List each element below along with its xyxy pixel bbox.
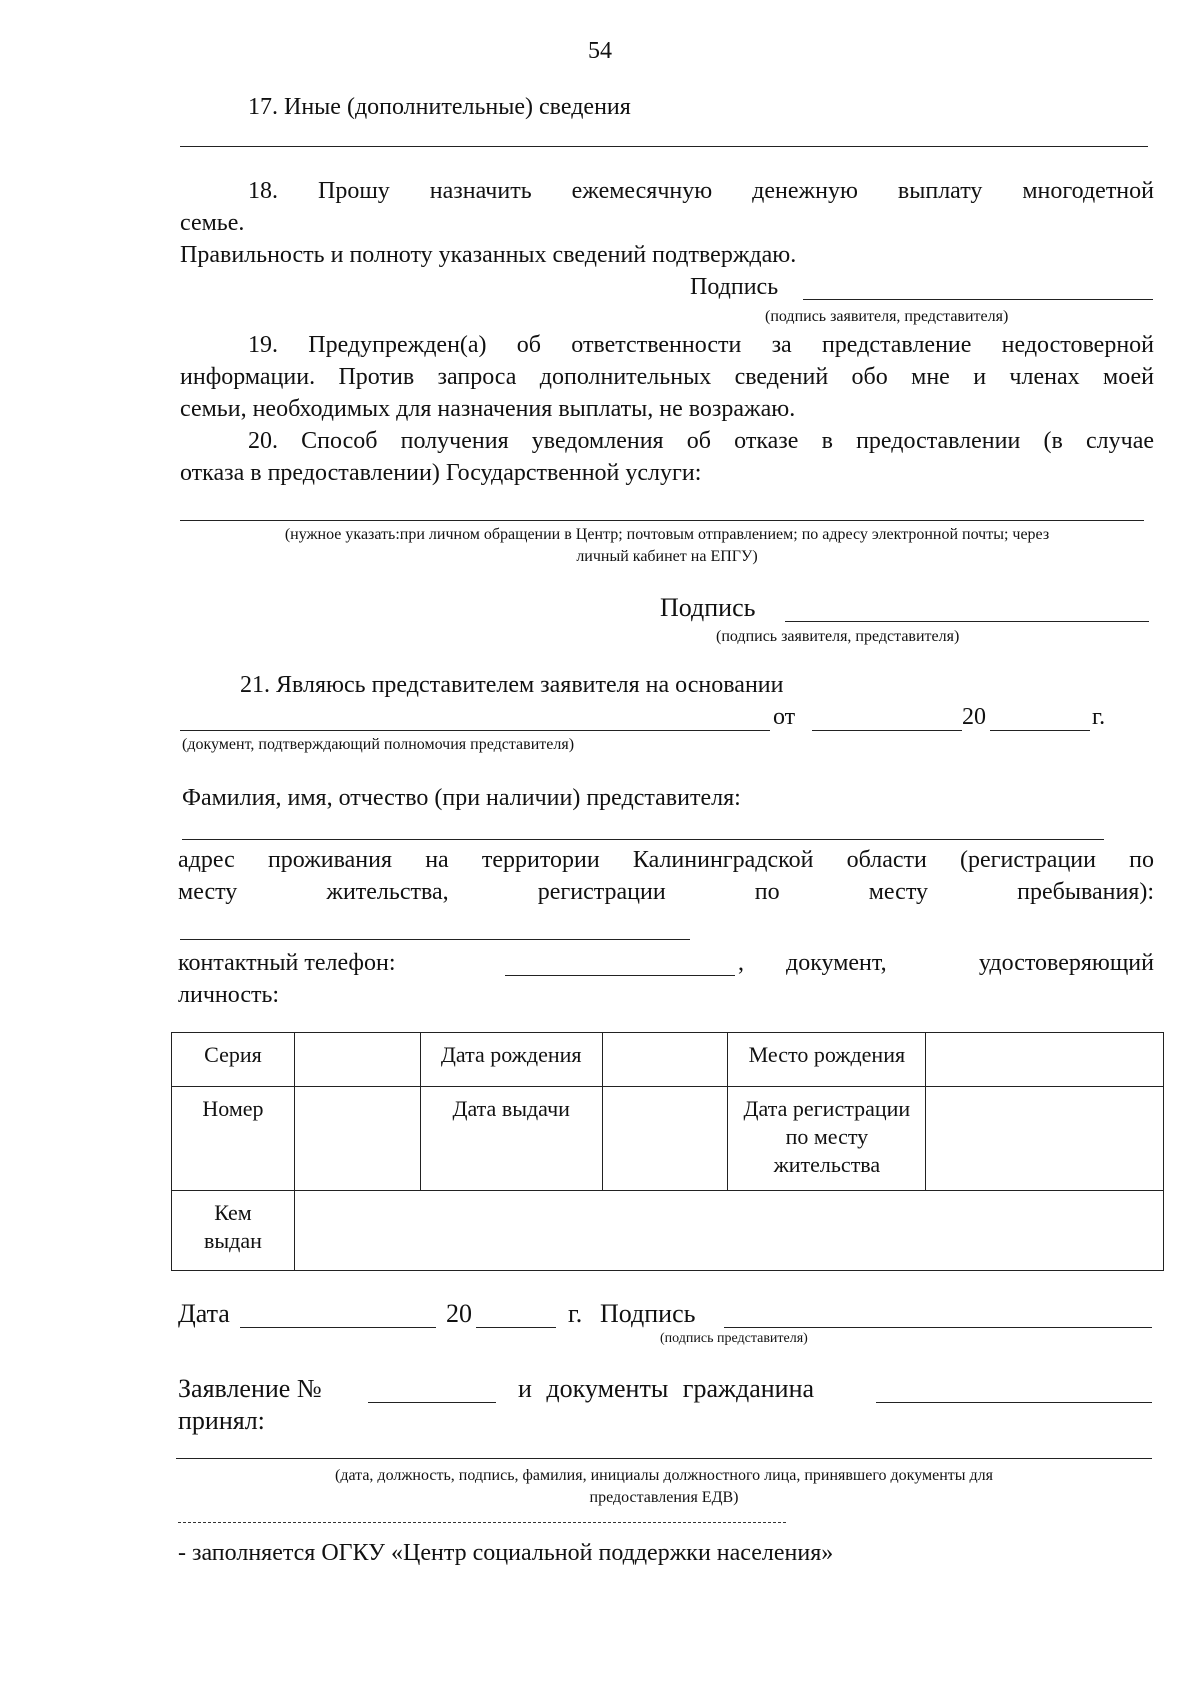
date-line[interactable] [240, 1327, 436, 1328]
birth-date-label: Дата рождения [420, 1033, 602, 1087]
item-20-signature-label: Подпись [660, 593, 756, 622]
acceptance-caption-line1: (дата, должность, подпись, фамилия, инициалы должностного лица, принявшего документы для [334, 1467, 994, 1484]
representative-signature-label: Подпись [600, 1299, 696, 1328]
item-19-line3: семьи, необходимых для назначения выплаты, не возражаю. [180, 396, 796, 422]
issued-by-cell[interactable] [294, 1191, 1163, 1271]
item-20-caption-line2: личный кабинет на ЕПГУ) [576, 548, 758, 565]
representative-phone-line[interactable] [505, 975, 735, 976]
item-21-year-line[interactable] [990, 730, 1090, 731]
item-18-line2: семье. [180, 210, 245, 236]
item-17-fill-line[interactable] [180, 146, 1148, 147]
representative-doc-label2: личность: [178, 982, 280, 1008]
acceptance-statement-number-line[interactable] [368, 1402, 496, 1403]
item-20-line2: отказа в предоставлении) Государственной услуги: [180, 460, 702, 486]
birth-date-cell[interactable] [602, 1033, 728, 1087]
item-21-date-line[interactable] [812, 730, 962, 731]
acceptance-citizen-line[interactable] [876, 1402, 1152, 1403]
representative-fio-line[interactable] [182, 839, 1104, 840]
representative-phone-comma: , [738, 950, 744, 976]
representative-signature-line[interactable] [724, 1327, 1152, 1328]
item-18-line3: Правильность и полноту указанных сведений подтверждаю. [180, 242, 797, 268]
item-20-fill-line[interactable] [180, 520, 1144, 521]
reg-date-cell[interactable] [926, 1087, 1164, 1191]
series-cell[interactable] [294, 1033, 420, 1087]
item-18-signature-line[interactable] [803, 299, 1153, 300]
item-21-year-suffix: г. [1092, 704, 1106, 730]
issued-by-label: Кем выдан [172, 1191, 295, 1271]
item-21-document-line[interactable] [180, 730, 770, 731]
item-20-line1: 20. Способ получения уведомления об отказе в предоставлении (в случае [248, 428, 1154, 454]
acceptance-documents-label: и документы гражданина [518, 1374, 815, 1403]
item-20-caption-line1: (нужное указать:при личном обращении в Центр; почтовым отправлением; по адресу электронной почты; через [284, 526, 1050, 543]
birth-place-label: Место рождения [728, 1033, 926, 1087]
date-year-line[interactable] [476, 1327, 556, 1328]
issue-date-cell[interactable] [602, 1087, 728, 1191]
date-year-suffix: г. [568, 1299, 583, 1328]
acceptance-caption-line2: предоставления ЕДВ) [589, 1489, 739, 1506]
acceptance-accepted-label: принял: [178, 1406, 265, 1435]
number-label: Номер [172, 1087, 295, 1191]
item-20-signature-line[interactable] [785, 621, 1149, 622]
item-20-signature-caption: (подпись заявителя, представителя) [716, 628, 960, 645]
number-cell[interactable] [294, 1087, 420, 1191]
item-21-year-prefix: 20 [962, 704, 986, 730]
item-18-line1: 18. Прошу назначить ежемесячную денежную выплату многодетной [248, 178, 1154, 204]
item-19-line2: информации. Против запроса дополнительных сведений обо мне и членах моей [180, 364, 1154, 390]
representative-address-line2: месту жительства, регистрации по месту пребывания): [178, 879, 1154, 905]
birth-place-cell[interactable] [926, 1033, 1164, 1087]
issue-date-label: Дата выдачи [420, 1087, 602, 1191]
item-21-document-caption: (документ, подтверждающий полномочия представителя) [182, 736, 575, 753]
acceptance-statement-label: Заявление № [178, 1374, 322, 1403]
reg-date-label: Дата регистрации по месту жительства [728, 1087, 926, 1191]
item-18-signature-label: Подпись [690, 274, 779, 300]
date-year-prefix: 20 [446, 1299, 472, 1328]
footnote-text: - заполняется ОГКУ «Центр социальной поддержки населения» [178, 1540, 834, 1566]
representative-signature-caption: (подпись представителя) [660, 1331, 808, 1346]
page-number: 54 [588, 38, 612, 64]
acceptance-official-line[interactable] [176, 1458, 1152, 1459]
representative-doc-label: документ, удостоверяющий [786, 950, 1154, 976]
date-label: Дата [178, 1299, 230, 1328]
item-19-line1: 19. Предупрежден(а) об ответственности за представление недостоверной [248, 332, 1154, 358]
passport-table [171, 1032, 1164, 1271]
series-label: Серия [172, 1033, 295, 1087]
item-17-text: 17. Иные (дополнительные) сведения [248, 94, 631, 120]
item-21-from-label: от [773, 704, 796, 730]
representative-phone-label: контактный телефон: [178, 950, 396, 976]
representative-address-line[interactable] [180, 939, 690, 940]
representative-address-line1: адрес проживания на территории Калининградской области (регистрации по [178, 847, 1154, 873]
item-21-line1: 21. Являюсь представителем заявителя на основании [240, 672, 784, 698]
representative-fio-label: Фамилия, имя, отчество (при наличии) представителя: [182, 785, 741, 811]
item-18-signature-caption: (подпись заявителя, представителя) [765, 308, 1009, 325]
footnote-separator [178, 1522, 786, 1523]
